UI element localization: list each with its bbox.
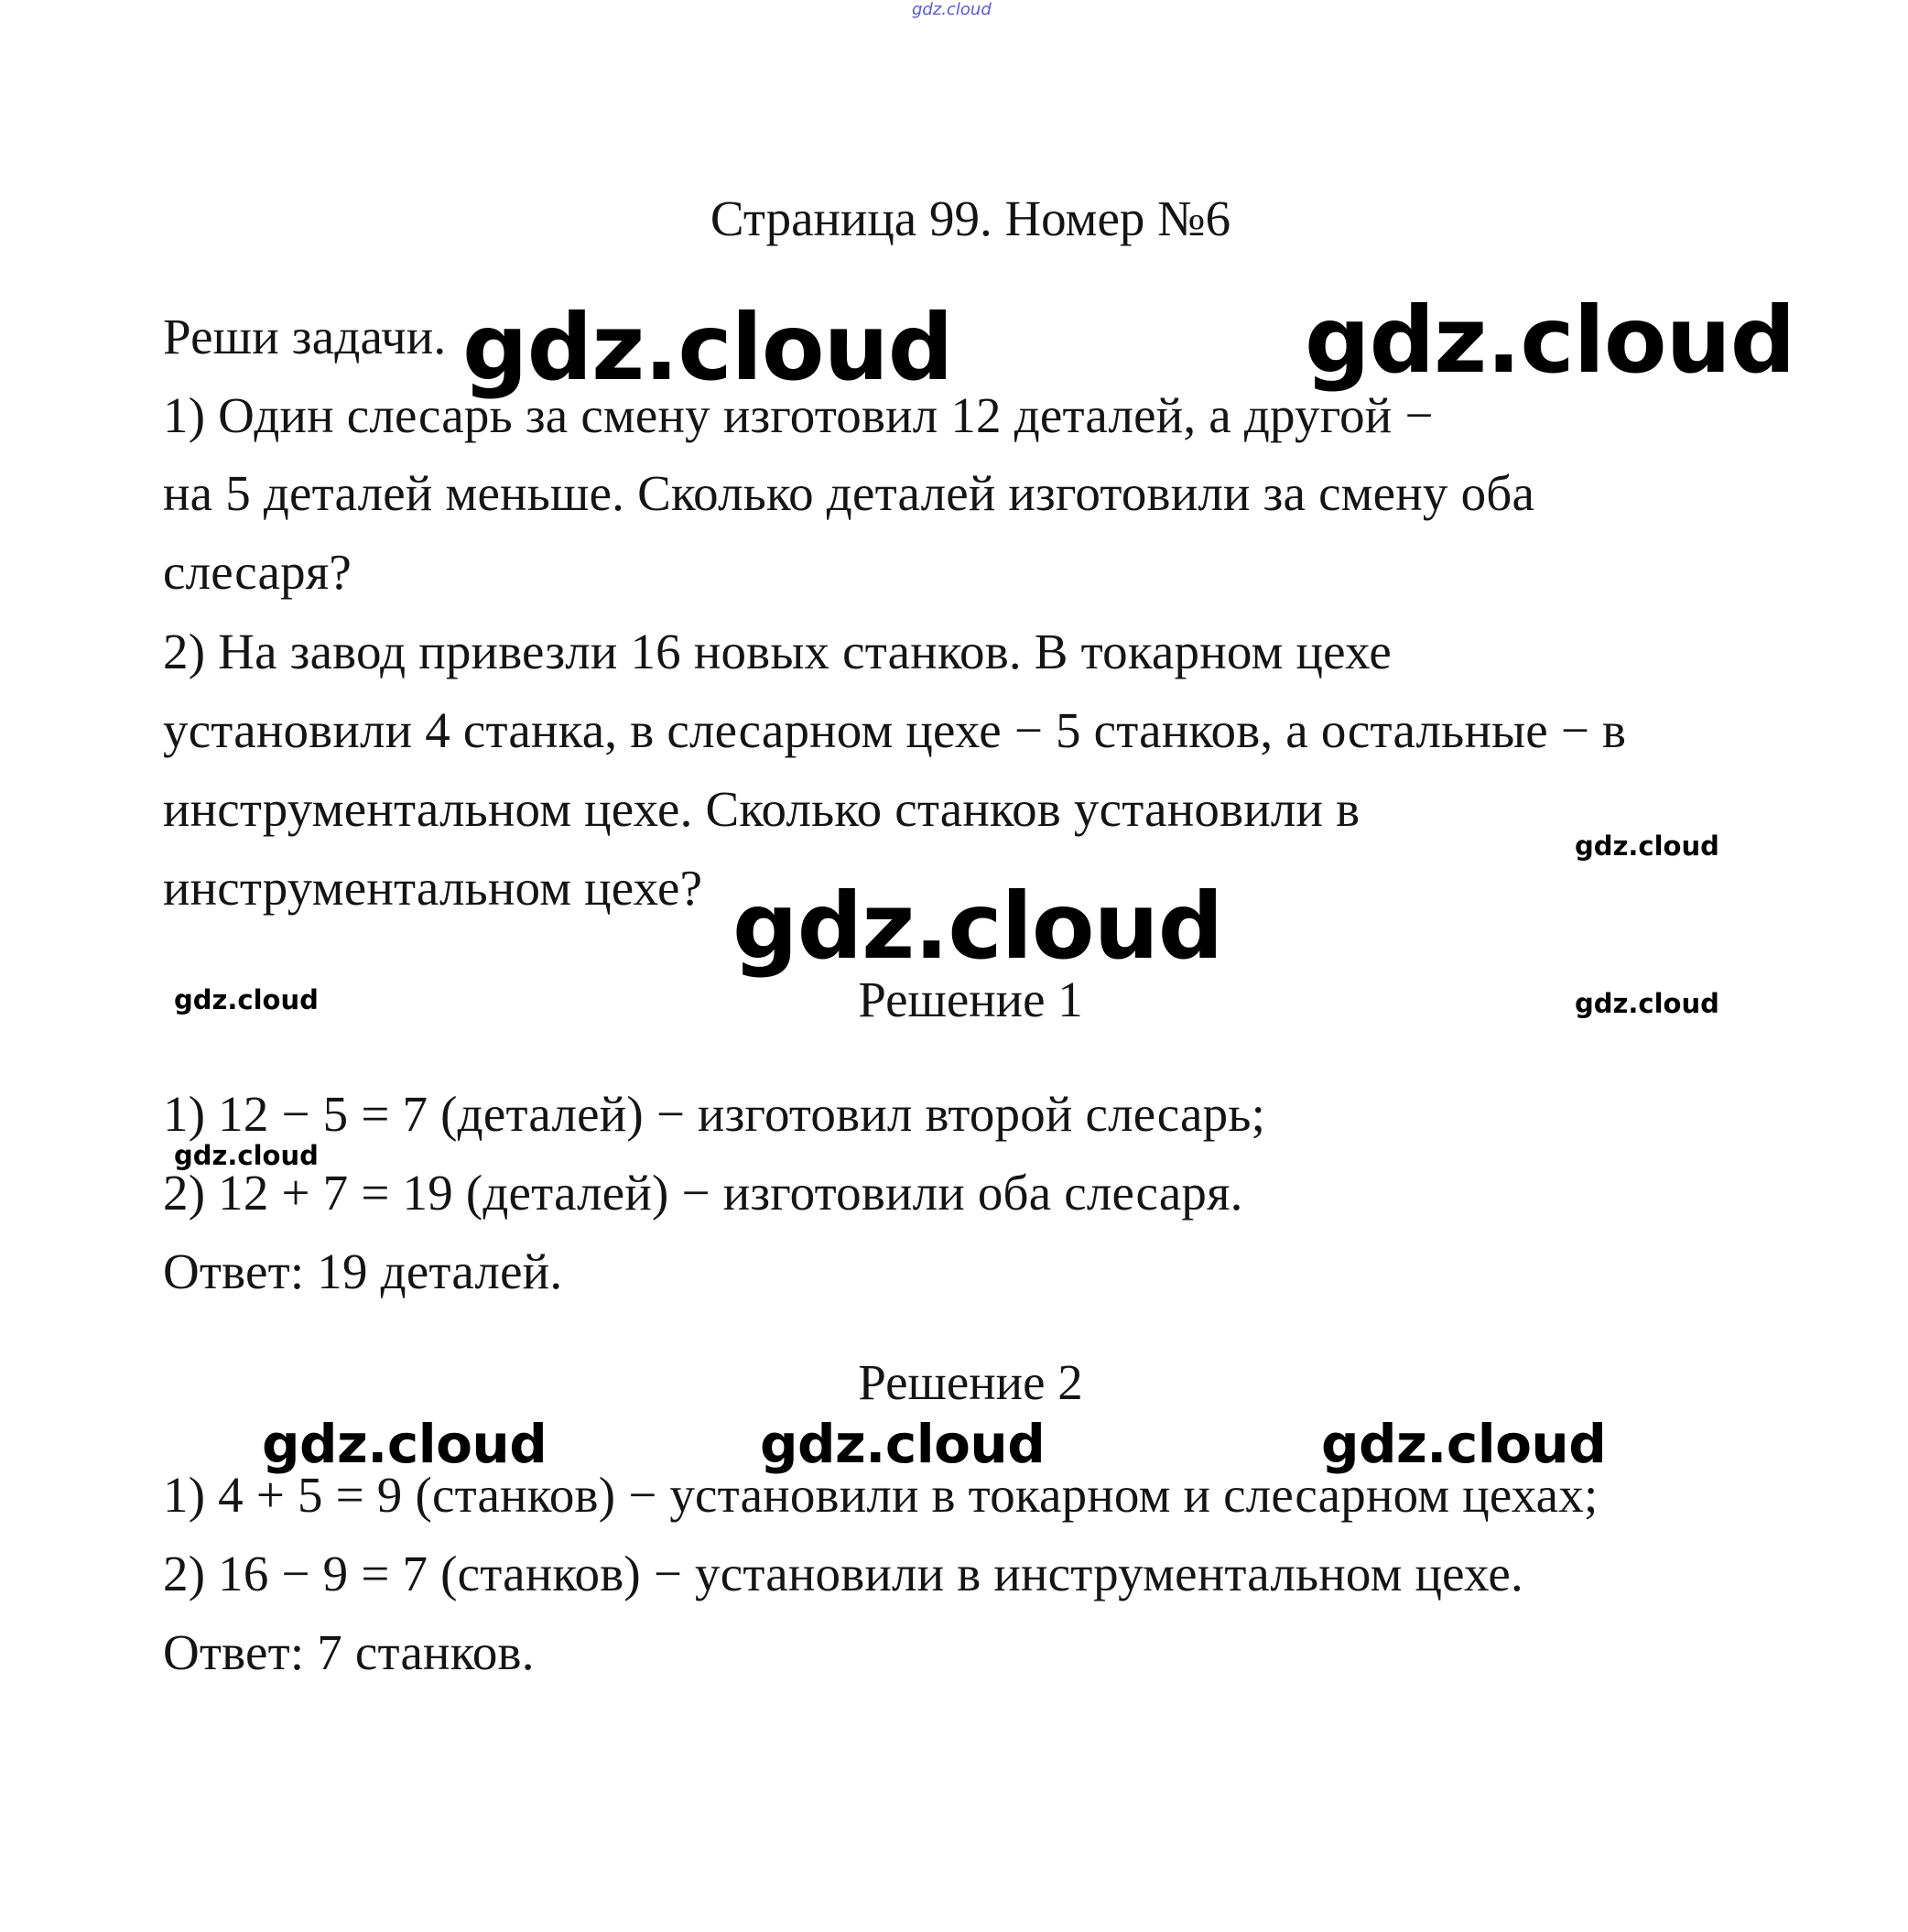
solution1-heading: Решение 1 bbox=[858, 971, 1083, 1027]
task-intro: Реши задачи. bbox=[163, 309, 447, 364]
task-line: на 5 деталей меньше. Сколько деталей изготовили за смену оба bbox=[163, 465, 1535, 521]
task-line: 1) Один слесарь за смену изготовил 12 деталей, а другой − bbox=[163, 387, 1434, 443]
solution2-step: 2) 16 − 9 = 7 (станков) − установили в инструментальном цехе. bbox=[163, 1546, 1523, 1601]
solution1-answer: Ответ: 19 деталей. bbox=[163, 1243, 563, 1299]
watermark-logo: gdz.cloud bbox=[760, 1413, 1046, 1475]
watermark-logo: gdz.cloud bbox=[174, 984, 319, 1015]
page-title: Страница 99. Номер №6 bbox=[710, 190, 1231, 246]
task-line: 2) На завод привезли 16 новых станков. В токарном цехе bbox=[163, 624, 1392, 679]
watermark-logo: gdz.cloud bbox=[732, 873, 1223, 980]
task-line: инструментальном цехе. Сколько станков установили в bbox=[163, 781, 1361, 837]
solution1-step: 1) 12 − 5 = 7 (деталей) − изготовил второй слесарь; bbox=[163, 1086, 1266, 1142]
watermark-logo: gdz.cloud bbox=[462, 294, 953, 401]
task-line: инструментальном цехе? bbox=[163, 860, 703, 916]
watermark-logo: gdz.cloud bbox=[1575, 988, 1719, 1019]
watermark-logo: gdz.cloud bbox=[262, 1413, 547, 1475]
task-line: слесаря? bbox=[163, 544, 352, 600]
watermark-logo: gdz.cloud bbox=[1305, 287, 1795, 394]
solution2-heading: Решение 2 bbox=[858, 1354, 1083, 1410]
watermark-logo: gdz.cloud bbox=[1321, 1413, 1607, 1475]
watermark-logo: gdz.cloud bbox=[174, 1140, 319, 1171]
task-line: установили 4 станка, в слесарном цехе − 5 станков, а остальные − в bbox=[163, 702, 1627, 758]
watermark-top: gdz.cloud bbox=[912, 0, 992, 19]
solution2-answer: Ответ: 7 станков. bbox=[163, 1624, 535, 1680]
watermark-logo: gdz.cloud bbox=[1575, 830, 1719, 862]
solution2-step: 1) 4 + 5 = 9 (станков) − установили в токарном и слесарном цехах; bbox=[163, 1467, 1599, 1523]
solution1-step: 2) 12 + 7 = 19 (деталей) − изготовили оба слесаря. bbox=[163, 1165, 1243, 1221]
